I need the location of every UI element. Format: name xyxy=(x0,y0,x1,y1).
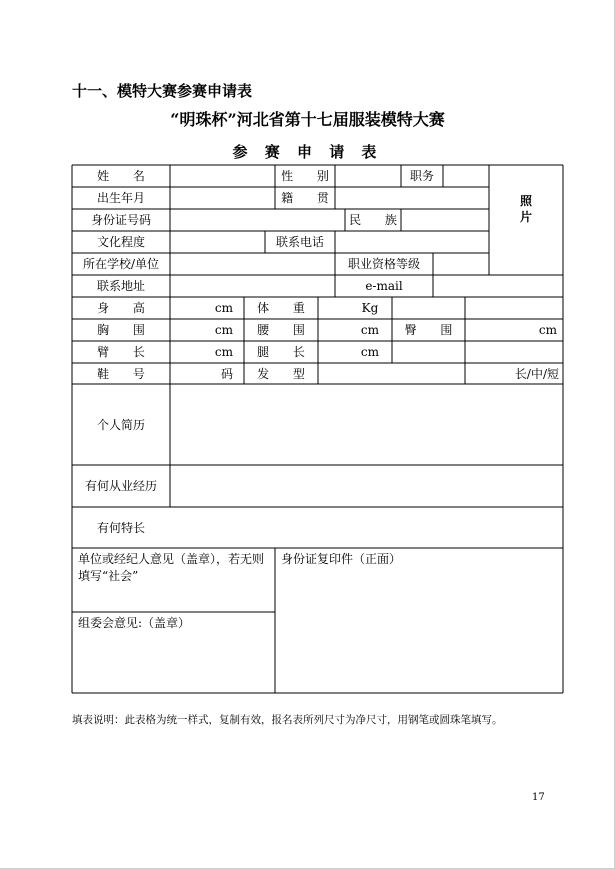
resume-input[interactable] xyxy=(171,385,562,464)
qualification-label: 职业资格等级 xyxy=(347,257,420,271)
experience-input[interactable] xyxy=(171,466,562,506)
form-note: 填表说明：此表格为统一样式，复制有效，报名表所列尺寸为净尺寸，用钢笔或圆珠笔填写。 xyxy=(72,714,503,726)
specialty-input[interactable] xyxy=(171,508,562,547)
bust-unit: cm xyxy=(214,323,233,337)
qualification-input[interactable] xyxy=(434,254,488,274)
bust-label: 胸 围 xyxy=(97,323,155,337)
birth-label: 出生年月 xyxy=(96,191,145,205)
agent-opinion-label: 单位或经纪人意见（盖章），若无则填写“社会” xyxy=(78,552,265,583)
shoe-unit: 码 xyxy=(220,366,233,381)
gender-label: 性 别 xyxy=(281,169,339,183)
position-input[interactable] xyxy=(444,166,488,186)
hips-unit: cm xyxy=(538,323,557,337)
arm-unit: cm xyxy=(214,345,233,359)
height-unit: cm xyxy=(214,301,233,315)
specialty-label: 有何特长 xyxy=(96,520,145,535)
email-label: e-mail xyxy=(365,279,403,293)
school-unit-input[interactable] xyxy=(171,254,334,274)
weight-unit: Kg xyxy=(361,301,379,315)
name-label: 姓 名 xyxy=(97,169,155,183)
address-label: 联系地址 xyxy=(96,279,145,293)
event-title: “明珠杯”河北省第十七届服装模特大赛 xyxy=(170,110,445,129)
page-number: 17 xyxy=(532,792,545,803)
form-title: 参 赛 申 请 表 xyxy=(232,143,383,161)
arm-label: 臂 长 xyxy=(97,345,155,359)
education-input[interactable] xyxy=(171,232,264,252)
resume-label: 个人简历 xyxy=(96,417,145,432)
education-label: 文化程度 xyxy=(96,235,145,249)
hair-options: 长/中/短 xyxy=(514,366,559,381)
experience-label: 有何从业经历 xyxy=(84,479,157,493)
photo-label: 照 片 xyxy=(519,194,532,224)
birth-input[interactable] xyxy=(171,188,274,208)
hairstyle-label: 发 型 xyxy=(257,366,315,381)
id-number-label: 身份证号码 xyxy=(90,213,151,227)
leg-label: 腿 长 xyxy=(257,345,315,359)
gender-input[interactable] xyxy=(336,166,400,186)
id-number-input[interactable] xyxy=(171,210,344,230)
weight-label: 体 重 xyxy=(257,301,315,315)
waist-unit: cm xyxy=(360,323,379,337)
photo-box[interactable] xyxy=(490,166,562,274)
committee-opinion-label: 组委会意见:（盖章） xyxy=(78,616,191,630)
native-place-label: 籍 贯 xyxy=(281,191,339,205)
shoe-label: 鞋 号 xyxy=(97,366,155,381)
leg-unit: cm xyxy=(360,345,379,359)
school-unit-label: 所在学校/单位 xyxy=(82,257,160,271)
ethnicity-input[interactable] xyxy=(402,210,488,230)
measure-extra-input[interactable] xyxy=(466,298,562,318)
hips-label: 臀 围 xyxy=(404,323,463,337)
name-input[interactable] xyxy=(171,166,274,186)
position-label: 职务 xyxy=(409,169,434,183)
hairstyle-input[interactable] xyxy=(319,364,464,383)
waist-label: 腰 围 xyxy=(257,323,315,337)
height-label: 身 高 xyxy=(97,301,155,315)
address-input[interactable] xyxy=(171,276,334,296)
id-copy-label: 身份证复印件（正面） xyxy=(281,552,402,566)
section-heading: 十一、模特大赛参赛申请表 xyxy=(72,82,253,100)
ethnicity-label: 民 族 xyxy=(349,213,407,227)
native-place-input[interactable] xyxy=(336,188,488,208)
phone-input[interactable] xyxy=(336,232,488,252)
email-input[interactable] xyxy=(434,276,562,296)
phone-label: 联系电话 xyxy=(275,235,324,249)
